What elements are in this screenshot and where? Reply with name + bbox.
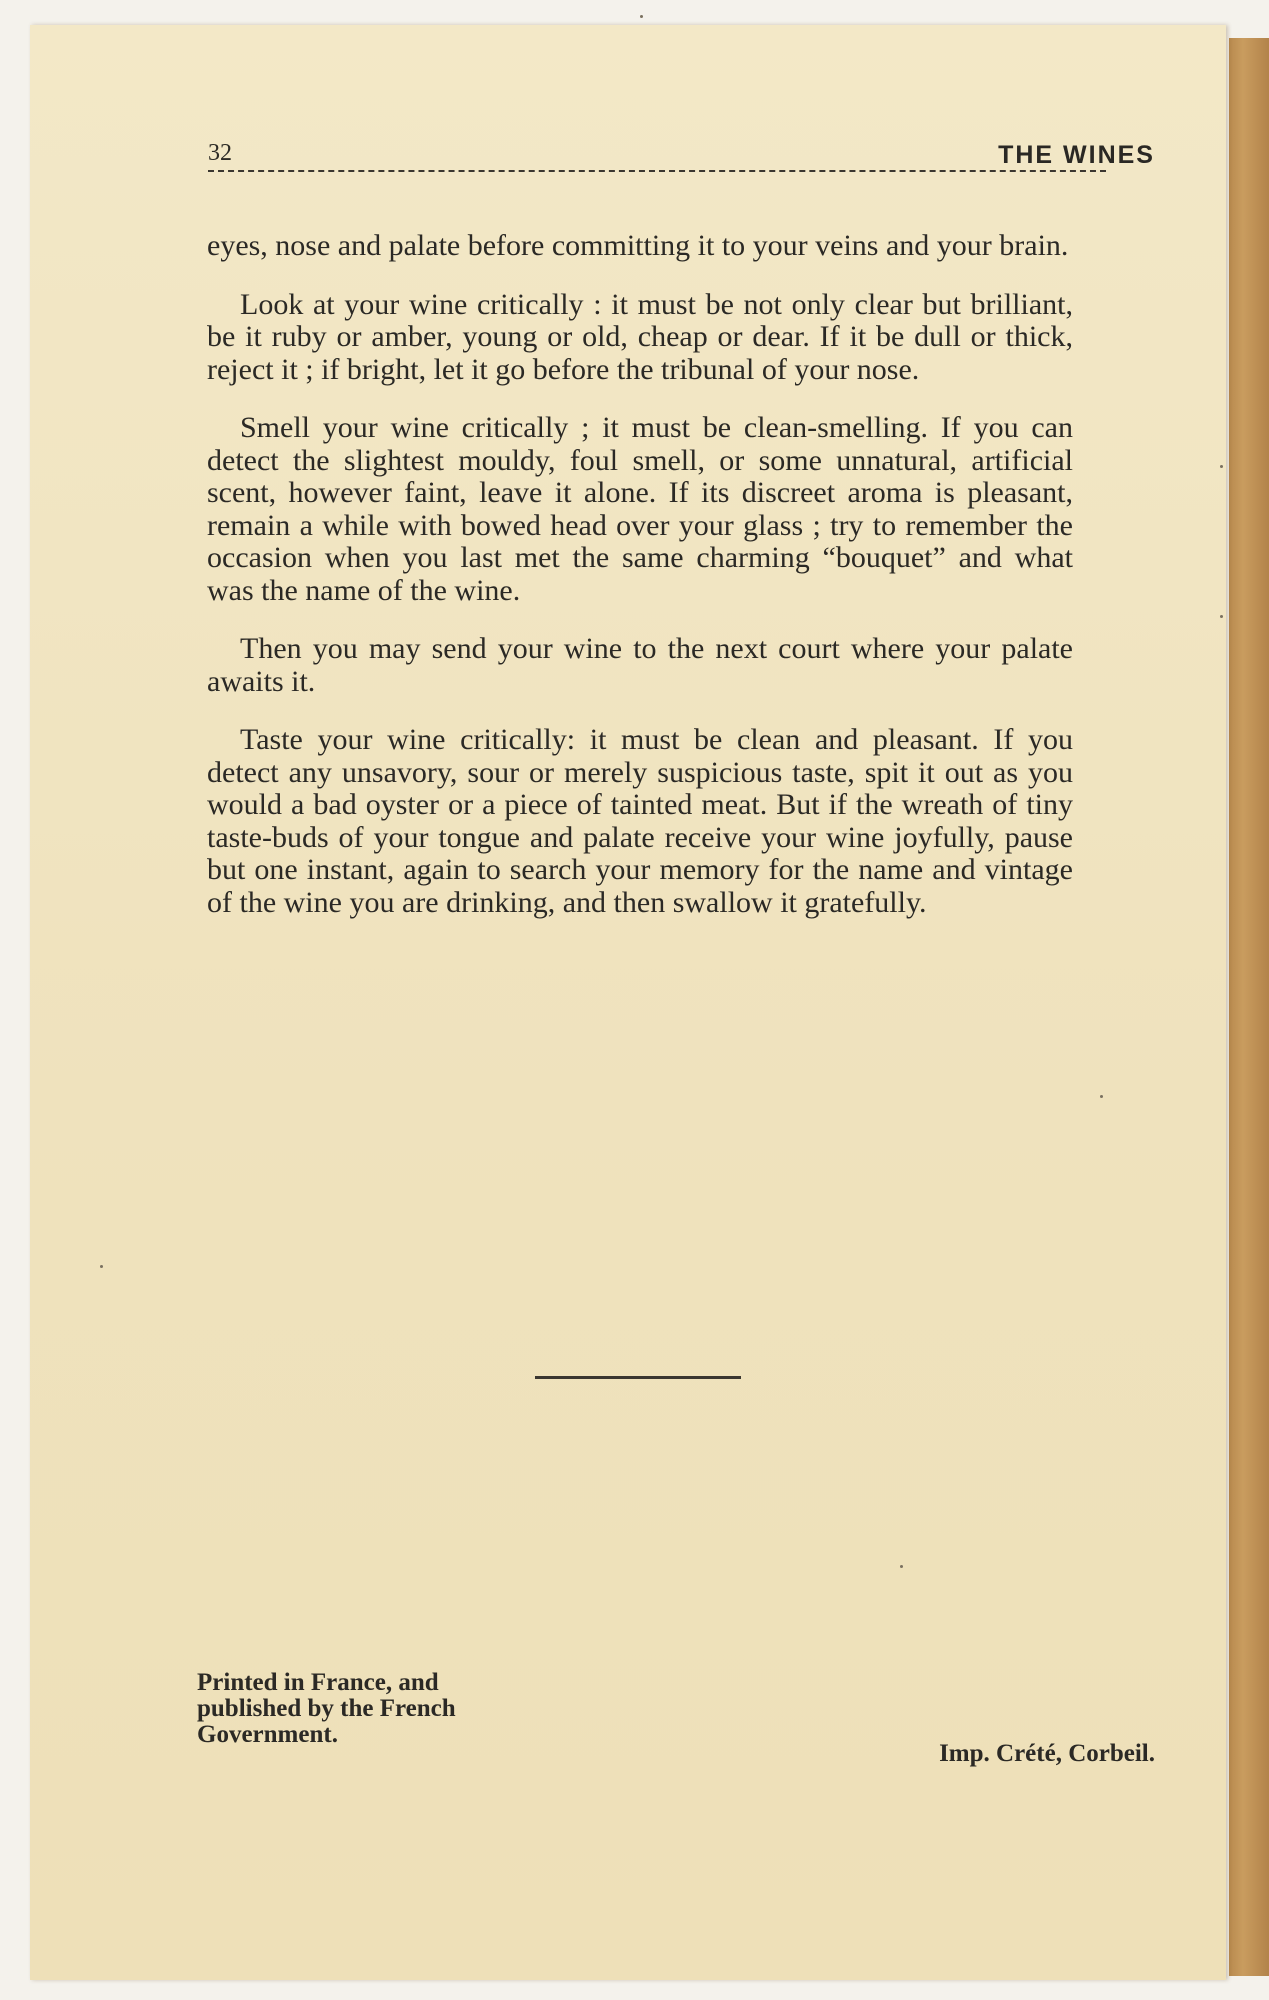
header-rule bbox=[208, 170, 1106, 172]
running-head: THE WINES bbox=[998, 141, 1155, 169]
publisher-imprint: Printed in France, and published by the French Government. bbox=[197, 1669, 456, 1748]
closing-rule bbox=[535, 1376, 741, 1379]
paragraph-taste: Taste your wine critically: it must be clean and pleasant. If you detect any unsavory, sour or merely suspicious taste, spit it out as you would a bad oyster or a piece of tainted meat. But if the wreath of tiny taste-buds of your tongue and palate receive your wine joyfully, pause but one instant, again to search your memory for the name and vintage of the wine you are drinking, and then swallow it gratefully. bbox=[207, 723, 1073, 919]
book-spine bbox=[1229, 38, 1269, 1976]
paragraph-next-court: Then you may send your wine to the next court where your palate awaits it. bbox=[207, 632, 1073, 698]
paragraph-smell: Smell your wine critically ; it must be clean-smelling. If you can detect the slightest mouldy, foul smell, or some unnatural, artificial scent, however faint, leave it alone. If its discreet aroma is pleasant, remain a while with bowed head over your glass ; try to remember the occasion when you last met the same charming “bouquet” and what was the name of the wine. bbox=[207, 411, 1073, 607]
paper-speck bbox=[1220, 465, 1223, 468]
paper-speck bbox=[1220, 615, 1223, 618]
page-number: 32 bbox=[208, 140, 232, 166]
paper-speck bbox=[900, 1565, 903, 1568]
paper-speck bbox=[640, 15, 643, 18]
paper-speck bbox=[100, 1265, 103, 1268]
body-text bbox=[207, 230, 1073, 945]
paragraph-look: Look at your wine critically : it must be not only clear but brilliant, be it ruby or amber, young or old, cheap or dear. If it be dull or thick, reject it ; if bright, let it go before the tribunal of your nose. bbox=[207, 287, 1073, 386]
printer-imprint: Imp. Crété, Corbeil. bbox=[939, 1740, 1155, 1767]
paragraph-continuation: eyes, nose and palate before committing it to your veins and your brain. bbox=[207, 229, 1069, 262]
paper-speck bbox=[1100, 1095, 1103, 1098]
